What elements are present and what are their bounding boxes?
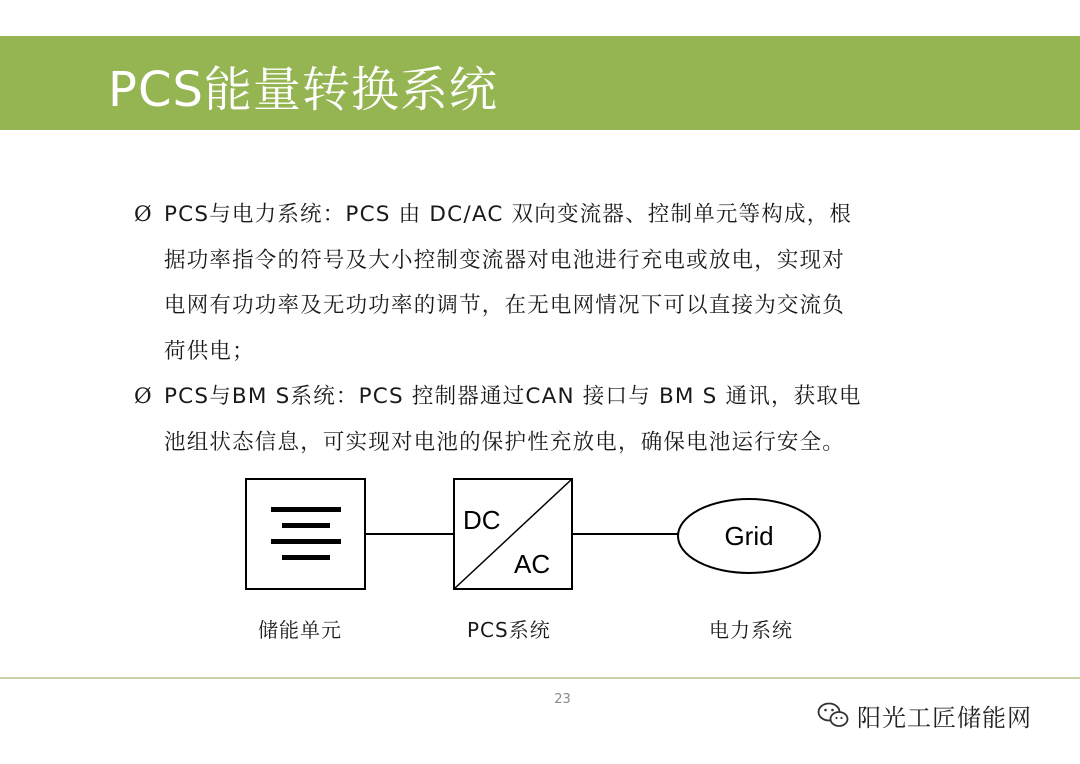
bullet-line: 电网有功功率及无功功率的调节，在无电网情况下可以直接为交流负 — [164, 293, 846, 318]
pcs-system-label: PCS系统 — [467, 618, 551, 642]
watermark — [817, 698, 1032, 732]
dc-text: DC — [463, 505, 501, 535]
wechat-icon — [817, 701, 849, 729]
bullet-line: PCS与电力系统：PCS 由 DC/AC 双向变流器、控制单元等构成，根 — [164, 202, 853, 227]
footer-divider — [0, 677, 1080, 679]
ac-text: AC — [514, 549, 551, 579]
storage-unit-label: 储能单元 — [258, 618, 342, 642]
page-number: 23 — [554, 692, 571, 707]
bullet-marker: Ø — [134, 384, 153, 409]
bullet-marker: Ø — [134, 202, 153, 227]
grid-text: Grid — [724, 521, 774, 551]
storage-unit-box — [246, 479, 365, 589]
bullet-line: 池组状态信息，可实现对电池的保护性充放电，确保电池运行安全。 — [164, 429, 846, 455]
slide-title: PCS能量转换系统 — [108, 62, 498, 118]
bullet-line: 据功率指令的符号及大小控制变流器对电池进行充电或放电，实现对 — [164, 247, 846, 273]
bullet-line: 荷供电； — [164, 338, 255, 364]
bullet-line: PCS与BM S系统：PCS 控制器通过CAN 接口与 BM S 通讯，获取电 — [164, 384, 862, 409]
power-system-label: 电力系统 — [709, 618, 793, 642]
watermark-text: 阳光工匠储能网 — [857, 703, 1032, 732]
